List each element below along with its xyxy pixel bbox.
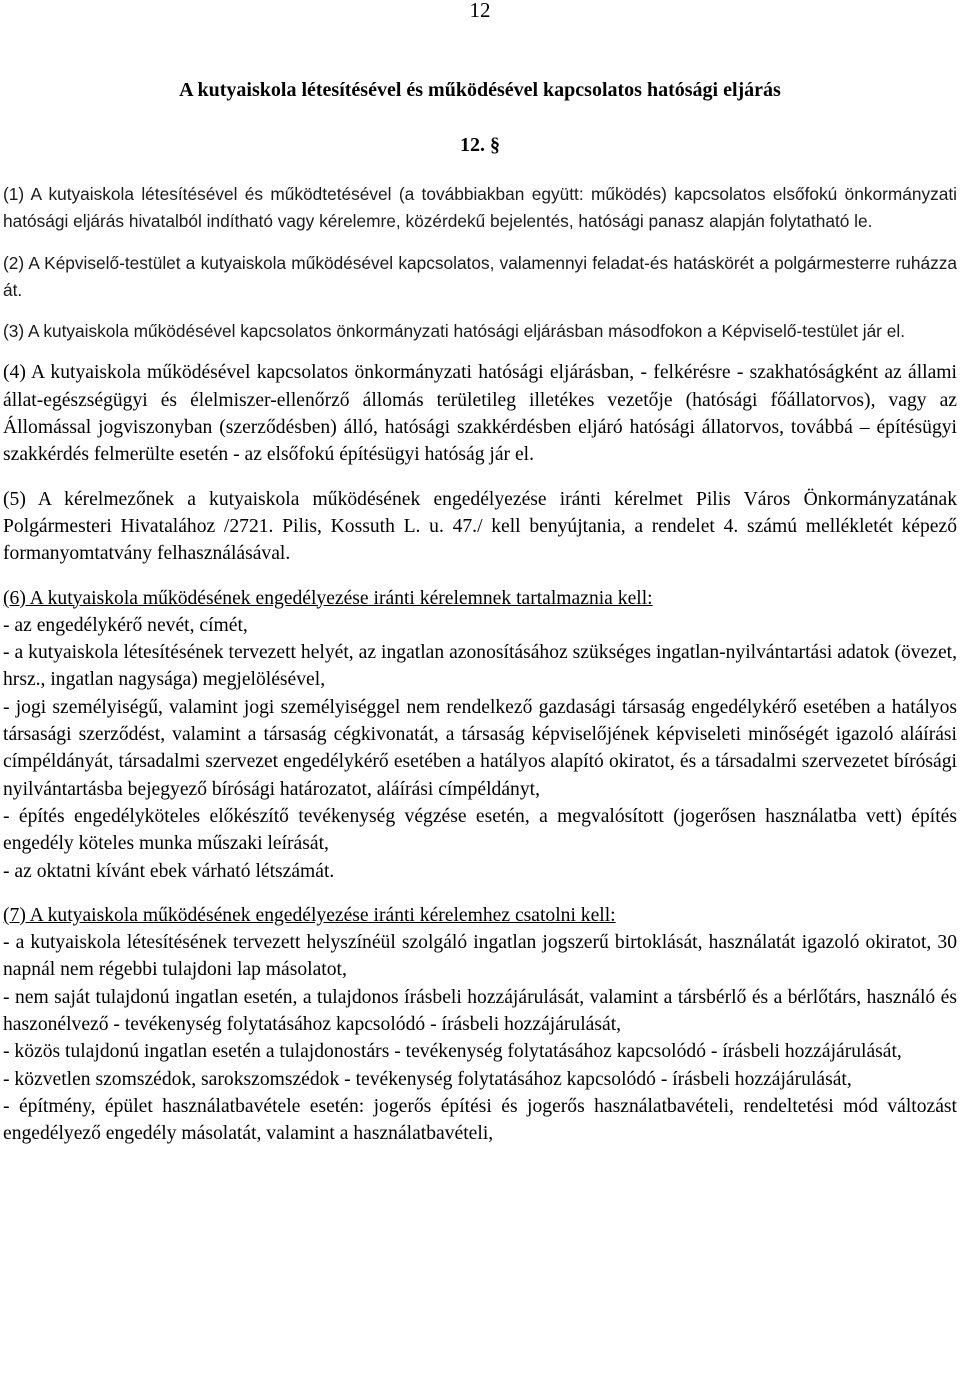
page-number: 12 — [469, 0, 491, 22]
section-6-item: - a kutyaiskola létesítésének tervezett helyét, az ingatlan azonosításához szükséges ingatlan-nyilvántartási adatok (övezet, hrsz., ingatlan nagysága) megjelölésével, — [3, 642, 957, 691]
section-6-item: - építés engedélyköteles előkészítő tevékenység végzése esetén, a megvalósított (jogerősen használatba vett) építés engedély köteles munka műszaki leírását, — [3, 805, 957, 855]
section-7-item: - a kutyaiskola létesítésének tervezett helyszínéül szolgáló ingatlan jogszerű birtoklását, használatát igazoló okiratot, 30 napnál nem régebbi tulajdoni lap másolatot, — [3, 932, 957, 981]
section-7-heading — [3, 902, 957, 929]
section-7-item: - építmény, épület használatbavétele esetén: jogerős építési és jogerős használatbavételi, rendeltetési mód változást engedélyező engedély másolatát, valamint a használatbavételi, — [3, 1095, 957, 1145]
section-7-item: - nem saját tulajdonú ingatlan esetén, a tulajdonos írásbeli hozzájárulását, valamint a társbérlő és a bérlőtárs, használó és haszonélvező - tevékenység folytatásához kapcsolódó - írásbeli hozzájárulását, — [3, 986, 957, 1036]
section-7-item: - közvetlen szomszédok, sarokszomszédok - tevékenység folytatásához kapcsolódó - írásbeli hozzájárulását, — [3, 1068, 852, 1090]
paragraph-2: (2) A Képviselő-testület a kutyaiskola működésével kapcsolatos, valamennyi feladat-és hatáskörét a polgármesterre ruházza át. — [3, 252, 957, 300]
paragraph-3: (3) A kutyaiskola működésével kapcsolatos önkormányzati hatósági eljárásban másodfokon a Képviselő-testület jár el. — [3, 321, 905, 342]
section-6-item: - jogi személyiségű, valamint jogi személyiséggel nem rendelkező gazdasági társaság engedélykérő esetében a hatályos társasági szerződést, valamint a társaság cégkivonatát, a társaság képviselőjének képviseleti minőségét igazoló aláírási címpéldányát, társadalmi szervezet engedélykérő esetében a hatályos alapító okiratot, és a társadalmi szervezetet bírósági nyilvántartásba bejegyező bírósági határozatot, aláírási címpéldányt, — [3, 696, 957, 800]
paragraph-5: (5) A kérelmezőnek a kutyaiskola működésének engedélyezése iránti kérelmet Pilis Város Önkormányzatának Polgármesteri Hivatalához /2721. Pilis, Kossuth L. u. 47./ kell benyújtania, a rendelet 4. számú mellékletét képező formanyomtatvány felhasználásával. — [3, 488, 957, 565]
paragraph-1: (1) A kutyaiskola létesítésével és működtetésével (a továbbiakban együtt: működés) kapcsolatos elsőfokú önkormányzati hatósági eljárás hivatalból indítható vagy kérelemre, közérdekű bejelentés, hatósági panasz alapján folytatható le. — [3, 184, 957, 232]
document-title: A kutyaiskola létesítésével és működésével kapcsolatos hatósági eljárás — [179, 79, 781, 101]
section-7-item: - közös tulajdonú ingatlan esetén a tulajdonostárs - tevékenység folytatásához kapcsolódó - írásbeli hozzájárulását, — [3, 1041, 902, 1063]
section-7-heading-text: (7) A kutyaiskola működésének engedélyezése iránti kérelemhez csatolni kell: — [3, 904, 616, 926]
section-6-heading-text: (6) A kutyaiskola működésének engedélyezése iránti kérelemnek tartalmaznia kell: — [3, 587, 653, 609]
section-6-item: - az oktatni kívánt ebek várható létszámát. — [3, 860, 335, 882]
section-6-item: - az engedélykérő nevét, címét, — [3, 614, 248, 636]
section-6-heading — [3, 585, 957, 612]
section-number: 12. § — [460, 134, 500, 156]
document-body — [3, 181, 957, 1148]
paragraph-4: (4) A kutyaiskola működésével kapcsolatos önkormányzati hatósági eljárásban, - felkérésre - szakhatóságként az állami állat-egészségügyi és élelmiszer-ellenőrző állomás területileg illetékes vezetője (hatósági főállatorvos), vagy az Állomással jogviszonyban (szerződésben) álló, hatósági szakkérdésben eljáró hatósági állatorvos, továbbá – építésügyi szakkérdés felmerülte esetén - az elsőfokú építésügyi hatóság jár el. — [3, 362, 957, 466]
